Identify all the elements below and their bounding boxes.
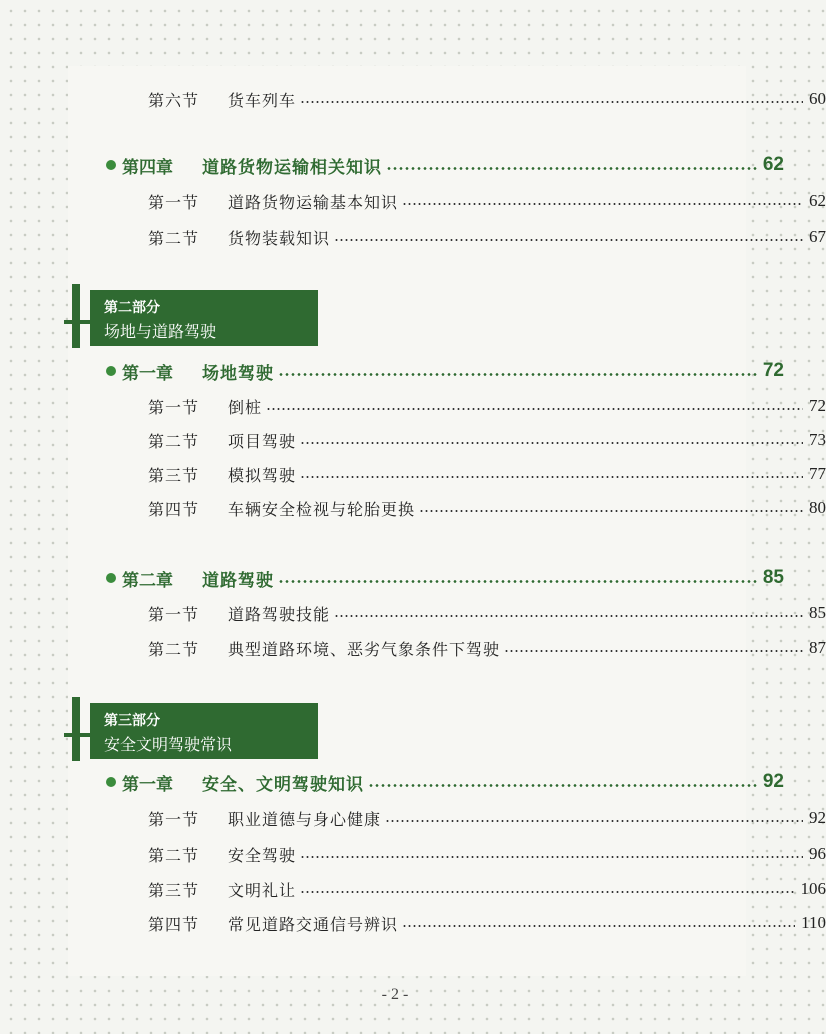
chapter-bullet-icon [106, 777, 116, 787]
page-number: 62 [809, 191, 826, 210]
section-title: 项目驾驶 [228, 431, 297, 451]
toc-section-row[interactable] [68, 459, 826, 489]
section-title: 常见道路交通信号辨识 [228, 914, 399, 934]
page-number: 60 [809, 89, 826, 108]
chapter-title: 场地驾驶 [202, 363, 274, 384]
chapter-title: 道路驾驶 [202, 570, 274, 591]
chapter-title: 道路货物运输相关知识 [202, 157, 382, 178]
page-number: 92 [762, 771, 784, 792]
page-number: 85 [762, 567, 784, 588]
dot-leader [334, 615, 803, 617]
page-number: 80 [809, 498, 826, 517]
chapter-number: 第四章 [122, 157, 173, 178]
page-number: 62 [762, 154, 784, 175]
page-number: 85 [809, 603, 826, 622]
section-number: 第六节 [148, 90, 200, 110]
part-title: 场地与道路驾驶 [104, 322, 217, 341]
section-title: 货物装载知识 [228, 228, 331, 248]
part-number: 第二部分 [104, 300, 160, 316]
toc-section-row[interactable] [68, 874, 826, 904]
chapter-number: 第一章 [122, 774, 173, 795]
part-label-box [90, 703, 318, 759]
toc-section-row[interactable] [68, 425, 826, 455]
dot-leader [402, 203, 803, 205]
toc-chapter-row[interactable] [68, 150, 784, 180]
dot-leader [300, 442, 803, 444]
toc-section-row[interactable] [68, 493, 826, 523]
page-number: 106 [800, 879, 826, 898]
dot-leader [385, 820, 803, 822]
page-number: 92 [809, 808, 826, 827]
page-number: 73 [809, 430, 826, 449]
chapter-number: 第一章 [122, 363, 173, 384]
toc-section-row[interactable] [68, 803, 826, 833]
dot-leader [334, 239, 803, 241]
toc-section-row[interactable] [68, 84, 826, 114]
toc-section-row[interactable] [68, 598, 826, 628]
section-number: 第二节 [148, 431, 200, 451]
page-number: 77 [809, 464, 826, 483]
section-number: 第四节 [148, 914, 200, 934]
dot-leader [300, 101, 803, 103]
section-number: 第三节 [148, 880, 200, 900]
section-title: 道路驾驶技能 [228, 604, 331, 624]
section-number: 第一节 [148, 397, 200, 417]
chapter-bullet-icon [106, 366, 116, 376]
section-title: 货车列车 [228, 90, 297, 110]
part-marker-bar [72, 697, 80, 761]
part-header[interactable] [68, 290, 328, 348]
chapter-number: 第二章 [122, 570, 173, 591]
page-number: 96 [809, 844, 826, 863]
part-number: 第三部分 [104, 713, 160, 729]
section-number: 第二节 [148, 228, 200, 248]
page-number: 67 [809, 227, 826, 246]
section-number: 第一节 [148, 604, 200, 624]
dot-leader [278, 580, 757, 583]
part-title: 安全文明驾驶常识 [104, 735, 233, 754]
section-title: 典型道路环境、恶劣气象条件下驾驶 [228, 639, 501, 659]
toc-chapter-row[interactable] [68, 563, 784, 593]
chapter-bullet-icon [106, 160, 116, 170]
section-title: 倒桩 [228, 397, 263, 417]
part-marker-bar [64, 733, 90, 737]
section-title: 职业道德与身心健康 [228, 809, 382, 829]
dot-leader [266, 408, 803, 410]
section-title: 道路货物运输基本知识 [228, 192, 399, 212]
toc-section-row[interactable] [68, 391, 826, 421]
page-number: 87 [809, 638, 826, 657]
section-number: 第二节 [148, 639, 200, 659]
toc-chapter-row[interactable] [68, 767, 784, 797]
page-number: 72 [762, 360, 784, 381]
part-header[interactable] [68, 703, 328, 761]
dot-leader [300, 476, 803, 478]
section-title: 车辆安全检视与轮胎更换 [228, 499, 416, 519]
toc-page [68, 66, 826, 976]
page-footer-number: - 2 - [381, 986, 409, 1003]
section-number: 第一节 [148, 809, 200, 829]
part-label-box [90, 290, 318, 346]
toc-section-row[interactable] [68, 186, 826, 216]
dot-leader [504, 650, 803, 652]
toc-section-row[interactable] [68, 839, 826, 869]
section-number: 第四节 [148, 499, 200, 519]
section-number: 第二节 [148, 845, 200, 865]
dot-leader [419, 510, 803, 512]
chapter-title: 安全、文明驾驶知识 [202, 774, 364, 795]
dot-leader [300, 891, 794, 893]
part-marker-bar [64, 320, 90, 324]
dot-leader [278, 373, 757, 376]
toc-section-row[interactable] [68, 908, 826, 938]
toc-section-row[interactable] [68, 633, 826, 663]
part-marker-bar [72, 284, 80, 348]
dot-leader [368, 784, 757, 787]
toc-section-row[interactable] [68, 222, 826, 252]
dot-leader [300, 856, 803, 858]
toc-chapter-row[interactable] [68, 356, 784, 386]
section-number: 第一节 [148, 192, 200, 212]
chapter-bullet-icon [106, 573, 116, 583]
section-title: 安全驾驶 [228, 845, 297, 865]
section-title: 模拟驾驶 [228, 465, 297, 485]
section-title: 文明礼让 [228, 880, 297, 900]
dot-leader [386, 167, 757, 170]
page-number: 110 [801, 913, 826, 932]
page-number: 72 [809, 396, 826, 415]
dot-leader [402, 925, 795, 927]
section-number: 第三节 [148, 465, 200, 485]
